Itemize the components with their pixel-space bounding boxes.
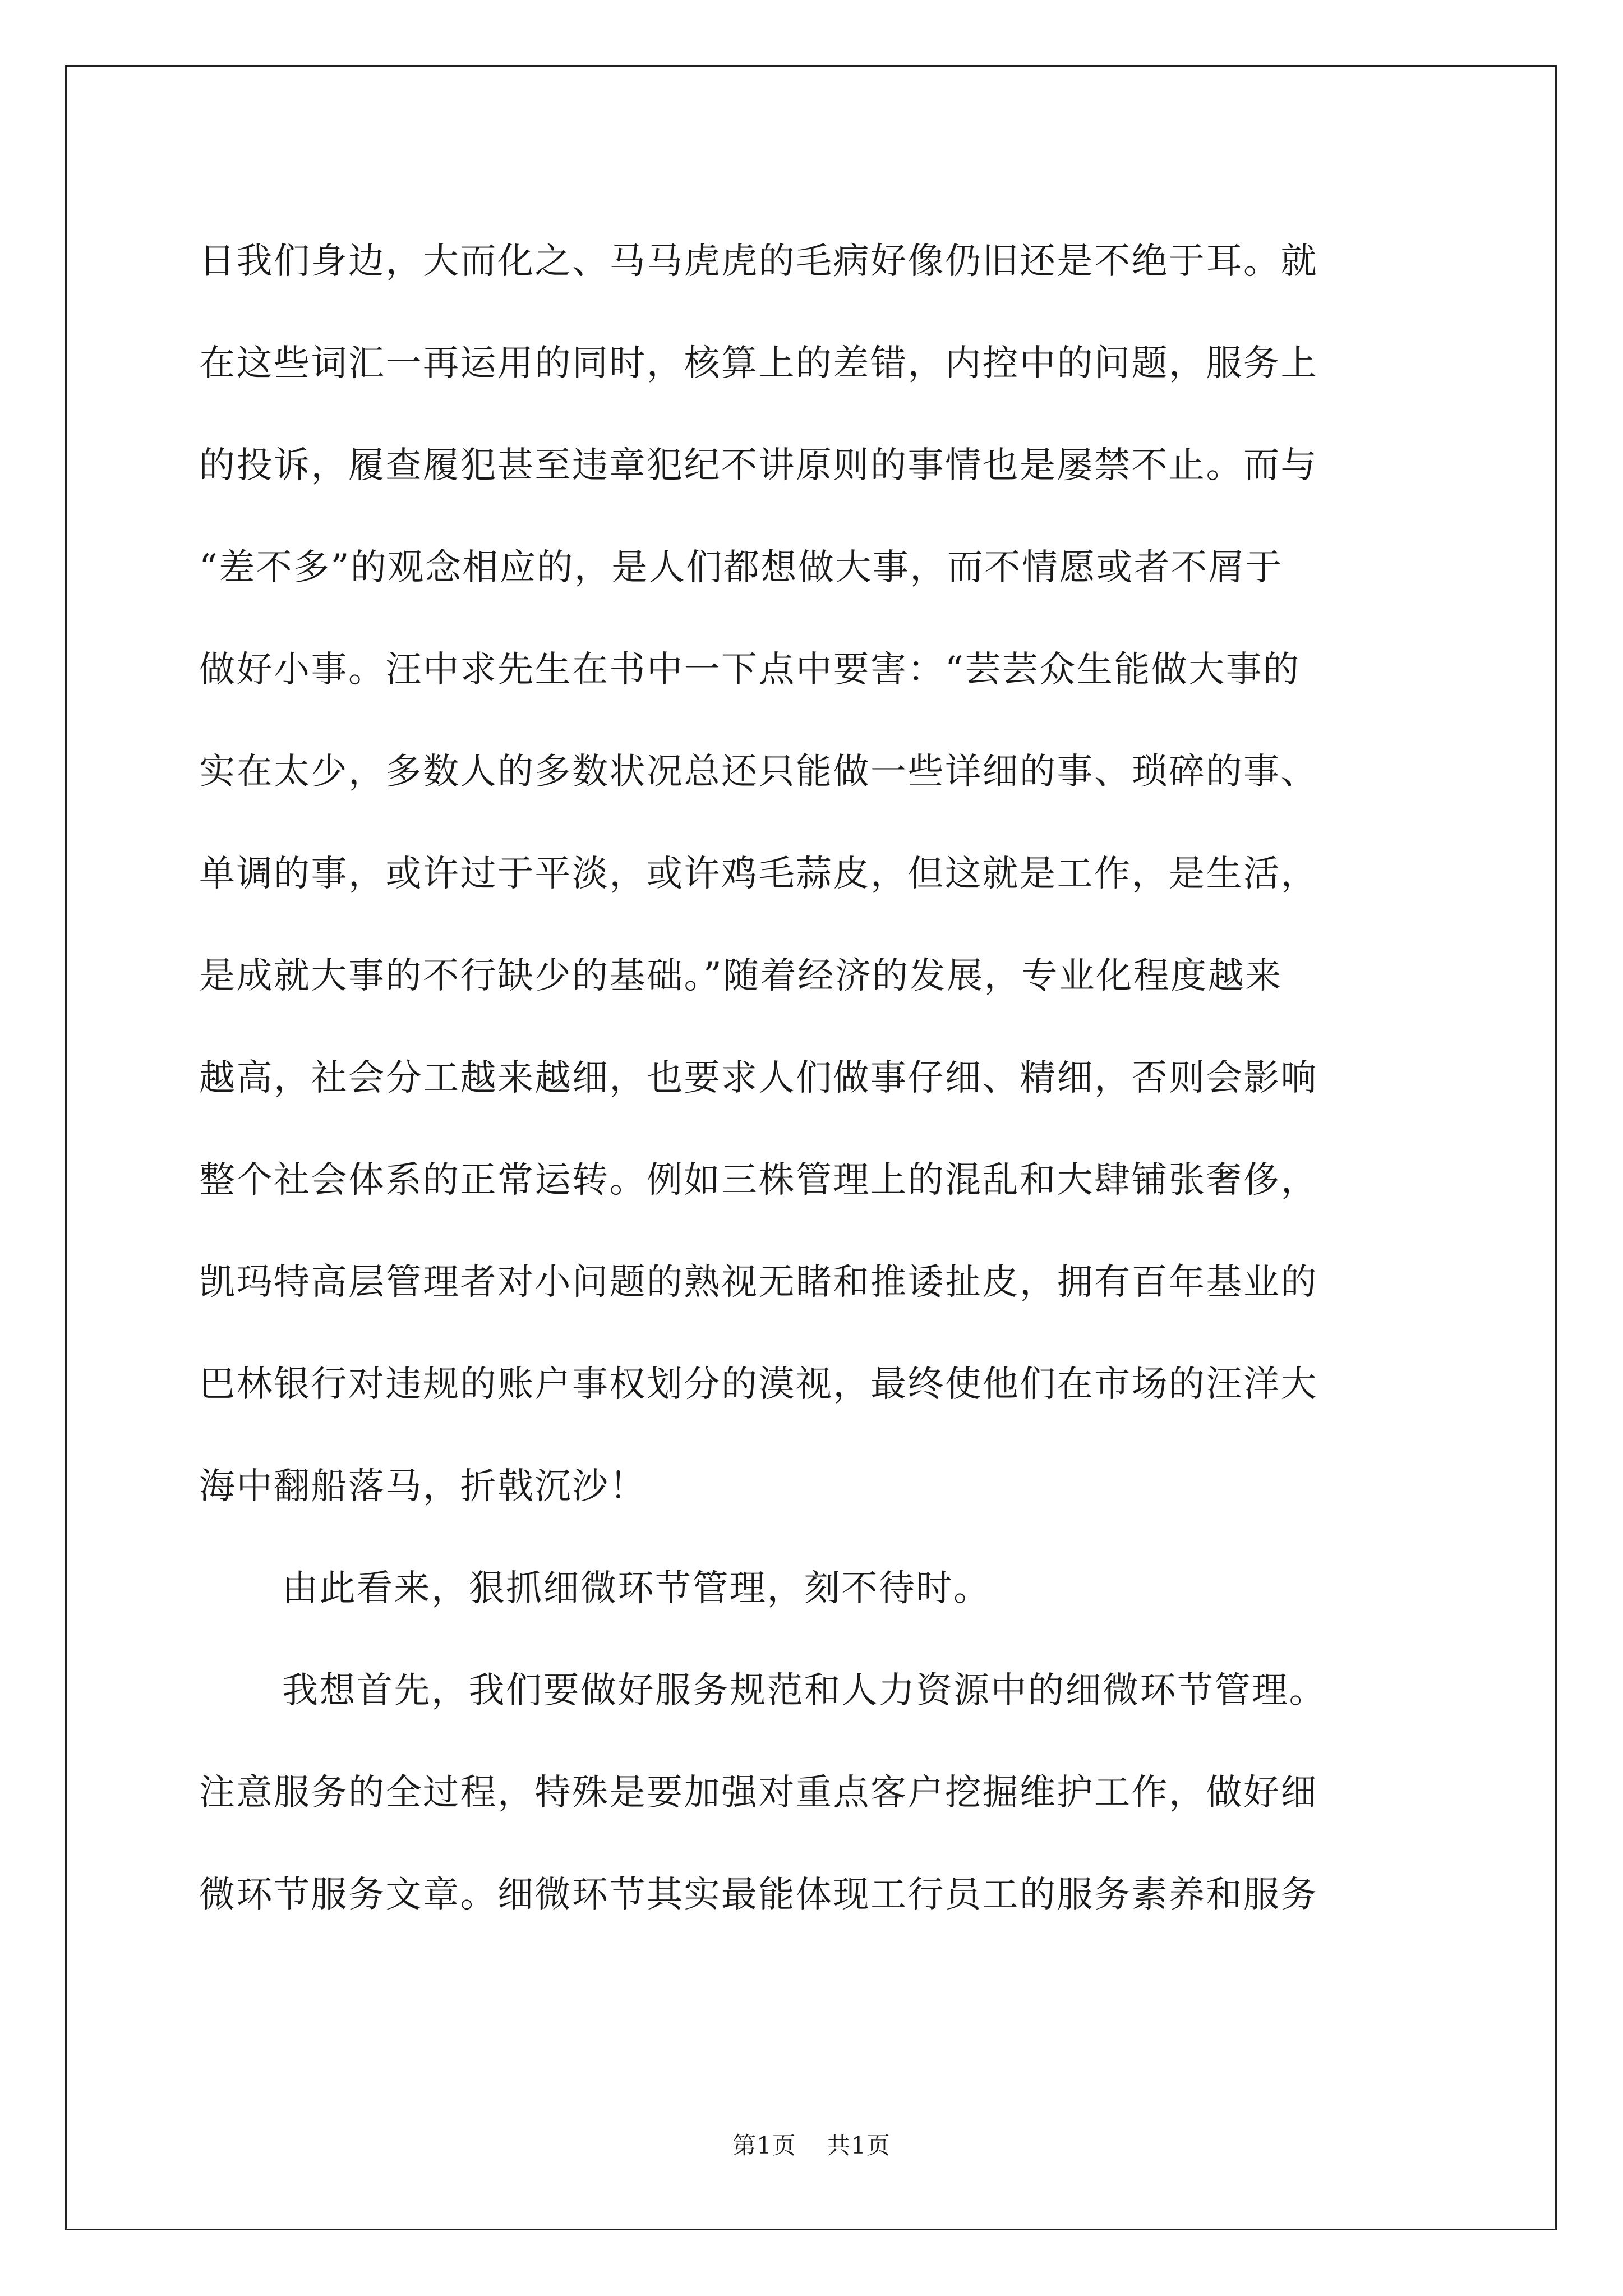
text-line: 海中翻船落马，折戟沉沙！ bbox=[199, 1466, 647, 1507]
text-line: “差不多”的观念相应的，是人们都想做大事，而不情愿或者不屑于 bbox=[199, 547, 1283, 588]
text-line: 做好小事。汪中求先生在书中一下点中要害：“芸芸众生能做大事的 bbox=[199, 649, 1301, 691]
text-line: 整个社会体系的正常运转。例如三株管理上的混乱和大肆铺张奢侈， bbox=[199, 1159, 1318, 1201]
text-line: 注意服务的全过程，特殊是要加强对重点客户挖掘维护工作，做好细 bbox=[199, 1772, 1318, 1814]
text-line: 是成就大事的不行缺少的基础。”随着经济的发展，专业化程度越来 bbox=[199, 955, 1283, 997]
text-line: 的投诉，履查履犯甚至违章犯纪不讲原则的事情也是屡禁不止。而与 bbox=[199, 445, 1318, 486]
paragraph-3 bbox=[199, 1640, 1433, 1946]
text-line: 由此看来，狠抓细微环节管理，刻不待时。 bbox=[282, 1568, 991, 1609]
text-line: 实在太少，多数人的多数状况总还只能做一些详细的事、琐碎的事、 bbox=[199, 751, 1318, 793]
paragraph-1 bbox=[199, 210, 1433, 1538]
document-body bbox=[199, 210, 1433, 1946]
text-line: 越高，社会分工越来越细，也要求人们做事仔细、精细，否则会影响 bbox=[199, 1057, 1318, 1099]
text-line: 日我们身边，大而化之、马马虎虎的毛病好像仍旧还是不绝于耳。就 bbox=[199, 241, 1318, 282]
text-line: 在这些词汇一再运用的同时，核算上的差错，内控中的问题，服务上 bbox=[199, 343, 1318, 384]
page-total: 共1页 bbox=[827, 2132, 891, 2159]
text-line: 巴林银行对违规的账户事权划分的漠视，最终使他们在市场的汪洋大 bbox=[199, 1364, 1318, 1405]
page-footer bbox=[0, 2129, 1623, 2162]
text-line: 微环节服务文章。细微环节其实最能体现工行员工的服务素养和服务 bbox=[199, 1874, 1318, 1916]
text-line: 我想首先，我们要做好服务规范和人力资源中的细微环节管理。 bbox=[282, 1670, 1326, 1711]
text-line: 单调的事，或许过于平淡，或许鸡毛蒜皮，但这就是工作，是生活， bbox=[199, 853, 1318, 895]
text-line: 凯玛特高层管理者对小问题的熟视无睹和推诿扯皮，拥有百年基业的 bbox=[199, 1262, 1318, 1303]
paragraph-2 bbox=[199, 1538, 1433, 1640]
page-number: 第1页 bbox=[732, 2132, 796, 2159]
